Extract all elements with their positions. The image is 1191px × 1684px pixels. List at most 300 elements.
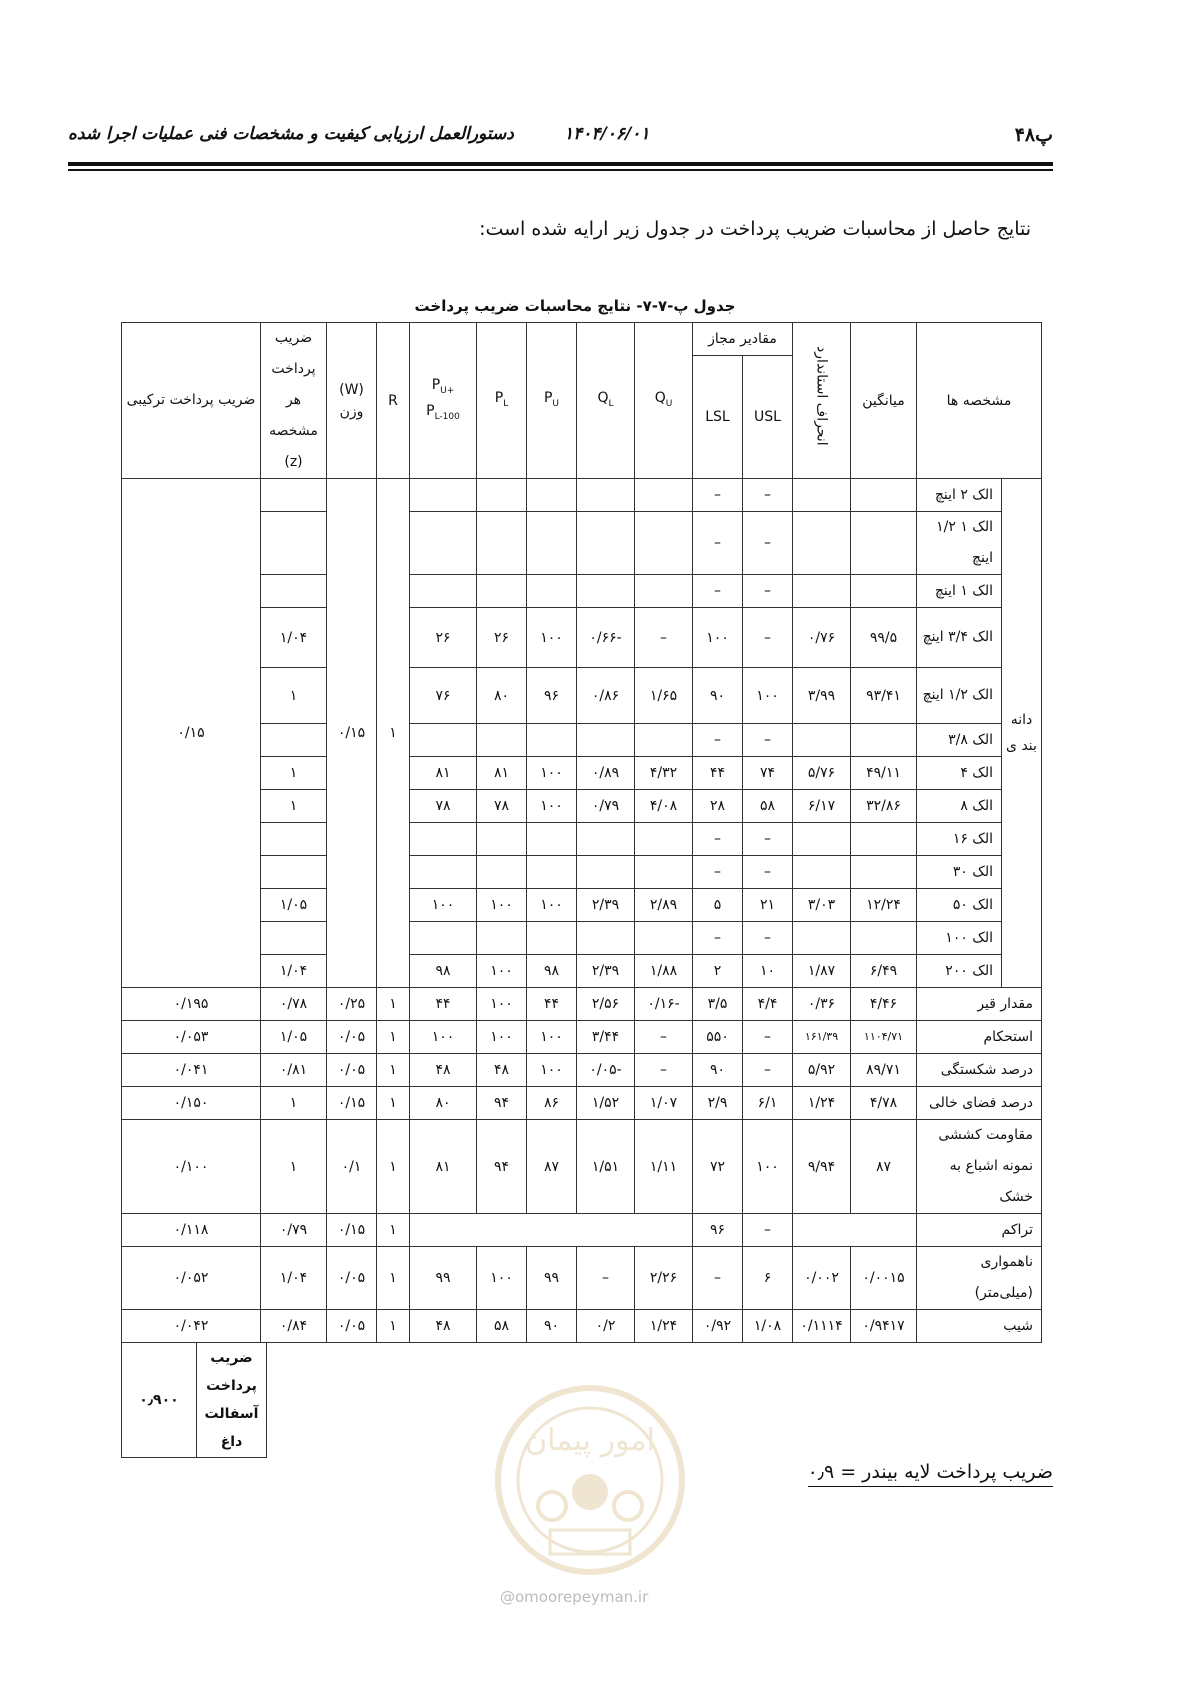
qu-sub: U [665,398,673,409]
cell-composite: ۰/۱۹۵ [122,988,261,1021]
cell-mean: ۹۹/۵ [851,608,917,668]
cell-usl: – [743,823,793,856]
cell-z: ۱/۰۵ [261,889,327,922]
grading-composite: ۰/۱۵ [122,479,261,988]
cell-usl: – [743,1214,793,1247]
pul-label-2: P [426,402,435,419]
cell-pl [477,856,527,889]
cell-ql: ۲/۳۹ [577,955,635,988]
col-pu [527,323,577,479]
cell-lsl: ۲۸ [693,790,743,823]
row-name: الک ۲ اینچ [917,479,1002,512]
cell-z: ۰/۷۹ [261,1214,327,1247]
cell-z: ۱/۰۵ [261,1021,327,1054]
cell-mean: ۸۷ [851,1120,917,1214]
cell-pu: ۹۸ [527,955,577,988]
row-name: الک ۳/۸ [917,724,1002,757]
cell-w: ۰/۰۵ [327,1054,377,1087]
cell-usl: – [743,856,793,889]
cell-pu: ۱۰۰ [527,889,577,922]
header-rule-thick [68,162,1053,166]
cell-pul: ۸۰ [410,1087,477,1120]
cell-std: ۹/۹۴ [793,1120,851,1214]
cell-pu: ۱۰۰ [527,1054,577,1087]
cell-qu: ۲/۸۹ [635,889,693,922]
cell-lsl: – [693,856,743,889]
group-grading: دانه بند ی [1002,479,1042,988]
cell-lsl: ۱۰۰ [693,608,743,668]
cell-usl: – [743,512,793,575]
cell-qu: – [635,1021,693,1054]
watermark-url: @omoorepeyman.ir [500,1588,649,1606]
row-stability [122,1021,1042,1054]
cell-lsl: ۵۵۰ [693,1021,743,1054]
cell-pu [527,724,577,757]
cell-std: ۶/۱۷ [793,790,851,823]
cell-usl: – [743,1054,793,1087]
cell-pu: ۹۰ [527,1310,577,1343]
cell-ql [577,724,635,757]
cell-pul: ۱۰۰ [410,889,477,922]
cell-z [261,479,327,512]
cell-pl: ۴۸ [477,1054,527,1087]
cell-pul: ۴۸ [410,1054,477,1087]
cell-std: ۱/۸۷ [793,955,851,988]
cell-std: ۰/۳۶ [793,988,851,1021]
cell-pul [410,922,477,955]
cell-usl: – [743,724,793,757]
cell-usl: ۱۰۰ [743,1120,793,1214]
cell-std: ۰/۷۶ [793,608,851,668]
cell-pul [410,856,477,889]
cell-usl: – [743,922,793,955]
grading-r: ۱ [377,479,410,988]
row-name: الک ۱ ۱/۲ اینچ [917,512,1002,575]
cell-std: ۵/۹۲ [793,1054,851,1087]
cell-z [261,724,327,757]
cell-pu [527,575,577,608]
cell-pl: ۱۰۰ [477,988,527,1021]
cell-pu: ۱۰۰ [527,790,577,823]
cell-pul [410,724,477,757]
cell-pul: ۸۱ [410,1120,477,1214]
cell-usl: ۱۰ [743,955,793,988]
cell-mean [851,512,917,575]
cell-ql [577,823,635,856]
pay-factor-table [121,322,1042,1343]
cell-std [793,823,851,856]
cell-mean: ۴/۷۸ [851,1087,917,1120]
col-pul [410,323,477,479]
cell-lsl: – [693,1247,743,1310]
cell-qu: – [635,1054,693,1087]
cell-mean: ۱۱۰۴/۷۱ [851,1021,917,1054]
summary-value: ۰٫۹۰۰ [122,1343,197,1458]
col-std [793,323,851,479]
cell-z: ۱/۰۴ [261,608,327,668]
cell-composite: ۰/۱۰۰ [122,1120,261,1214]
cell-pu: ۱۰۰ [527,608,577,668]
row-name: استحکام [917,1021,1042,1054]
cell-ql: -۰/۶۶ [577,608,635,668]
cell-pl: ۸۰ [477,668,527,724]
cell-pul [410,512,477,575]
col-ql [577,323,635,479]
row-name: الک ۱/۲ اینچ [917,668,1002,724]
col-w [327,323,377,479]
cell-composite: ۰/۱۵۰ [122,1087,261,1120]
cell-usl: – [743,575,793,608]
cell-pl [477,479,527,512]
row-name: ناهمواری (میلی‌متر) [917,1247,1042,1310]
cell-pl: ۹۴ [477,1120,527,1214]
cell-std [793,575,851,608]
cell-lsl: – [693,479,743,512]
cell-w: ۰/۱۵ [327,1087,377,1120]
cell-pu [527,823,577,856]
cell-mean: ۴۹/۱۱ [851,757,917,790]
watermark-logo [490,1380,690,1580]
row-name: الک ۵۰ [917,889,1002,922]
cell-qu: ۱/۶۵ [635,668,693,724]
cell-usl: ۵۸ [743,790,793,823]
cell-lsl: ۲/۹ [693,1087,743,1120]
cell-qu [635,922,693,955]
cell-z [261,575,327,608]
cell-mean [851,922,917,955]
cell-ql: ۳/۴۴ [577,1021,635,1054]
cell-composite: ۰/۰۴۲ [122,1310,261,1343]
cell-pu: ۸۷ [527,1120,577,1214]
cell-w: ۰/۱ [327,1120,377,1214]
cell-z [261,512,327,575]
cell-r: ۱ [377,1214,410,1247]
cell-w: ۰/۰۵ [327,1310,377,1343]
cell-composite: ۰/۱۱۸ [122,1214,261,1247]
cell-qu: ۱/۰۷ [635,1087,693,1120]
cell-usl: ۲۱ [743,889,793,922]
row-name: الک ۳/۴ اینچ [917,608,1002,668]
row-tensile [122,1120,1042,1214]
ql-sub: L [608,398,614,409]
cell-ql: ۱/۵۲ [577,1087,635,1120]
cell-composite: ۰/۰۴۱ [122,1054,261,1087]
ql-label: Q [597,389,609,406]
cell-pl [477,512,527,575]
pu-label: P [543,389,553,406]
cell-ql: – [577,1247,635,1310]
row-name: درصد شکستگی [917,1054,1042,1087]
watermark-text: امور پیمان [525,1423,655,1458]
cell-z: ۰/۸۴ [261,1310,327,1343]
cell-qu: ۱/۲۴ [635,1310,693,1343]
pu-sub: U [552,398,560,409]
cell-r: ۱ [377,1087,410,1120]
cell-pl: ۱۰۰ [477,889,527,922]
cell-std: ۰/۱۱۱۴ [793,1310,851,1343]
row-voids [122,1087,1042,1120]
cell-std: ۱۶۱/۳۹ [793,1021,851,1054]
cell-ql: ۲/۵۶ [577,988,635,1021]
col-composite: ضریب پرداخت ترکیبی [122,323,261,479]
cell-z [261,823,327,856]
cell-pl: ۸۱ [477,757,527,790]
cell-lsl: ۷۲ [693,1120,743,1214]
cell-ql [577,575,635,608]
cell-std [793,724,851,757]
cell-z: ۰/۸۱ [261,1054,327,1087]
cell-pul: ۷۶ [410,668,477,724]
cell-lsl: ۹۰ [693,668,743,724]
cell-pul: ۹۹ [410,1247,477,1310]
cell-z: ۱ [261,790,327,823]
row-name: الک ۱۰۰ [917,922,1002,955]
row-name: الک ۲۰۰ [917,955,1002,988]
cell-z [261,922,327,955]
cell-r: ۱ [377,988,410,1021]
row-fracture [122,1054,1042,1087]
cell-lsl: – [693,922,743,955]
cell-usl: ۴/۴ [743,988,793,1021]
cell-r: ۱ [377,1120,410,1214]
col-spec: مشخصه ها [917,323,1042,479]
cell-qu: ۴/۰۸ [635,790,693,823]
cell-std [793,856,851,889]
cell-pul: ۴۴ [410,988,477,1021]
col-limits: مقادیر مجاز [693,323,793,356]
cell-lsl: ۴۴ [693,757,743,790]
cell-pu [527,922,577,955]
cell-pul [410,823,477,856]
cell-pul: ۲۶ [410,608,477,668]
cell-qu: ۱/۱۱ [635,1120,693,1214]
cell-usl: ۱/۰۸ [743,1310,793,1343]
cell-z: ۱ [261,1087,327,1120]
cell-pul: ۹۸ [410,955,477,988]
row-bitumen [122,988,1042,1021]
cell-ql: ۱/۵۱ [577,1120,635,1214]
cell-qu: ۱/۸۸ [635,955,693,988]
cell-mean [851,575,917,608]
grading-w: ۰/۱۵ [327,479,377,988]
cell-lsl: – [693,724,743,757]
row-slope [122,1310,1042,1343]
cell-qu: ۲/۲۶ [635,1247,693,1310]
cell-pl: ۲۶ [477,608,527,668]
cell-usl: – [743,608,793,668]
cell-pl [477,823,527,856]
cell-qu [635,724,693,757]
cell-ql: -۰/۰۵ [577,1054,635,1087]
pul-label-1: P [431,376,441,393]
pul-sub-2: L-100 [434,411,460,422]
cell-usl: ۷۴ [743,757,793,790]
row-name: مقدار قیر [917,988,1042,1021]
cell-qu [635,479,693,512]
cell-z: ۰/۷۸ [261,988,327,1021]
cell-z: ۱ [261,757,327,790]
cell-lsl: ۳/۵ [693,988,743,1021]
cell-lsl: ۹۰ [693,1054,743,1087]
cell-mean [851,479,917,512]
qu-label: Q [654,389,666,406]
cell-mean: ۶/۴۹ [851,955,917,988]
cell-ql [577,512,635,575]
page-number: پ۴۸ [1014,124,1053,146]
col-std-label: انحراف استاندارد [813,345,830,446]
cell-mean: ۴/۴۶ [851,988,917,1021]
cell-w: ۰/۰۵ [327,1021,377,1054]
col-mean: میانگین [851,323,917,479]
table-caption: جدول پ-۷-۷- نتایج محاسبات ضریب پرداخت [414,297,736,315]
w-label-1: (W) [339,381,364,398]
cell-z: ۱/۰۴ [261,1247,327,1310]
cell-pu: ۹۹ [527,1247,577,1310]
cell-ql: ۲/۳۹ [577,889,635,922]
row-compaction [122,1214,1042,1247]
cell-pu [527,512,577,575]
cell-pl: ۱۰۰ [477,1021,527,1054]
cell-r: ۱ [377,1021,410,1054]
cell-z: ۱/۰۴ [261,955,327,988]
row-roughness [122,1247,1042,1310]
cell-z: ۱ [261,1120,327,1214]
cell-usl: – [743,479,793,512]
cell-lsl: ۵ [693,889,743,922]
cell-ql [577,479,635,512]
cell-z [261,856,327,889]
w-label-2: وزن [339,403,364,420]
cell-qu [635,823,693,856]
col-lsl: LSL [693,356,743,479]
cell-usl: ۶/۱ [743,1087,793,1120]
cell-ql [577,922,635,955]
cell-pl: ۵۸ [477,1310,527,1343]
pl-label: P [494,389,504,406]
cell-pu: ۱۰۰ [527,757,577,790]
cell-usl: ۶ [743,1247,793,1310]
cell-qu: -۰/۱۶ [635,988,693,1021]
cell-pul [410,479,477,512]
cell-empty [410,1214,693,1247]
cell-r: ۱ [377,1247,410,1310]
cell-lsl: – [693,823,743,856]
cell-pl [477,575,527,608]
cell-mean: ۱۲/۲۴ [851,889,917,922]
cell-std: ۳/۹۹ [793,668,851,724]
cell-std: ۰/۰۰۲ [793,1247,851,1310]
cell-qu [635,512,693,575]
cell-ql [577,856,635,889]
cell-std [793,479,851,512]
row-name: الک ۸ [917,790,1002,823]
col-qu [635,323,693,479]
cell-mean [851,856,917,889]
header-date: ۱۴۰۴/۰۶/۰۱ [564,124,650,144]
cell-std: ۵/۷۶ [793,757,851,790]
cell-r: ۱ [377,1054,410,1087]
cell-lsl: ۰/۹۲ [693,1310,743,1343]
row-name: الک ۱۶ [917,823,1002,856]
cell-mean: ۸۹/۷۱ [851,1054,917,1087]
cell-w: ۰/۲۵ [327,988,377,1021]
cell-pl: ۹۴ [477,1087,527,1120]
cell-pl: ۷۸ [477,790,527,823]
pul-sub-1: U+ [440,385,455,396]
cell-pl: ۱۰۰ [477,1247,527,1310]
cell-lsl: ۹۶ [693,1214,743,1247]
cell-pul: ۱۰۰ [410,1021,477,1054]
cell-mean: ۹۳/۴۱ [851,668,917,724]
cell-pul: ۷۸ [410,790,477,823]
row-name: تراکم [917,1214,1042,1247]
cell-ql: ۰/۷۹ [577,790,635,823]
row-name: الک ۳۰ [917,856,1002,889]
cell-mean: ۰/۰۰۱۵ [851,1247,917,1310]
summary-table [121,1342,267,1458]
pl-sub: L [503,398,509,409]
header-title: دستورالعمل ارزیابی کیفیت و مشخصات فنی عملیات اجرا شده [68,124,514,144]
col-pl [477,323,527,479]
cell-z: ۱ [261,668,327,724]
cell-pul [410,575,477,608]
cell-ql: ۰/۲ [577,1310,635,1343]
col-z: ضریب پرداخت هر مشخصه (z) [261,323,327,479]
cell-std [793,512,851,575]
cell-w: ۰/۰۵ [327,1247,377,1310]
cell-pl [477,922,527,955]
cell-mean [851,823,917,856]
cell-lsl: ۲ [693,955,743,988]
cell-mean: ۳۲/۸۶ [851,790,917,823]
cell-w: ۰/۱۵ [327,1214,377,1247]
cell-usl: ۱۰۰ [743,668,793,724]
cell-pl [477,724,527,757]
binder-pay-factor: ضریب پرداخت لایه بیندر = ۰٫۹ [808,1458,1053,1487]
summary-label: ضریب پرداخت آسفالت داغ [197,1343,267,1458]
row-name: الک ۴ [917,757,1002,790]
cell-qu [635,575,693,608]
cell-qu [635,856,693,889]
row-name: الک ۱ اینچ [917,575,1002,608]
cell-std [793,922,851,955]
row-name: شیب [917,1310,1042,1343]
row-name: مقاومت کششی نمونه اشباع به خشک [917,1120,1042,1214]
cell-mean: ۰/۹۴۱۷ [851,1310,917,1343]
cell-lsl: – [693,512,743,575]
cell-composite: ۰/۰۵۲ [122,1247,261,1310]
cell-pu [527,856,577,889]
col-r: R [377,323,410,479]
cell-pul: ۴۸ [410,1310,477,1343]
cell-ql: ۰/۸۶ [577,668,635,724]
cell-lsl: – [693,575,743,608]
cell-pu: ۴۴ [527,988,577,1021]
cell-pu: ۹۶ [527,668,577,724]
row-name: درصد فضای خالی [917,1087,1042,1120]
cell-qu: ۴/۳۲ [635,757,693,790]
cell-std: ۱/۲۴ [793,1087,851,1120]
cell-qu: – [635,608,693,668]
cell-mean [851,724,917,757]
header-rule-thin [68,169,1053,171]
cell-composite: ۰/۰۵۳ [122,1021,261,1054]
cell-pul: ۸۱ [410,757,477,790]
intro-paragraph: نتایج حاصل از محاسبات ضریب پرداخت در جدول زیر ارایه شده است: [479,218,1031,240]
cell-pu [527,479,577,512]
cell-std: ۳/۰۳ [793,889,851,922]
cell-pu: ۸۶ [527,1087,577,1120]
